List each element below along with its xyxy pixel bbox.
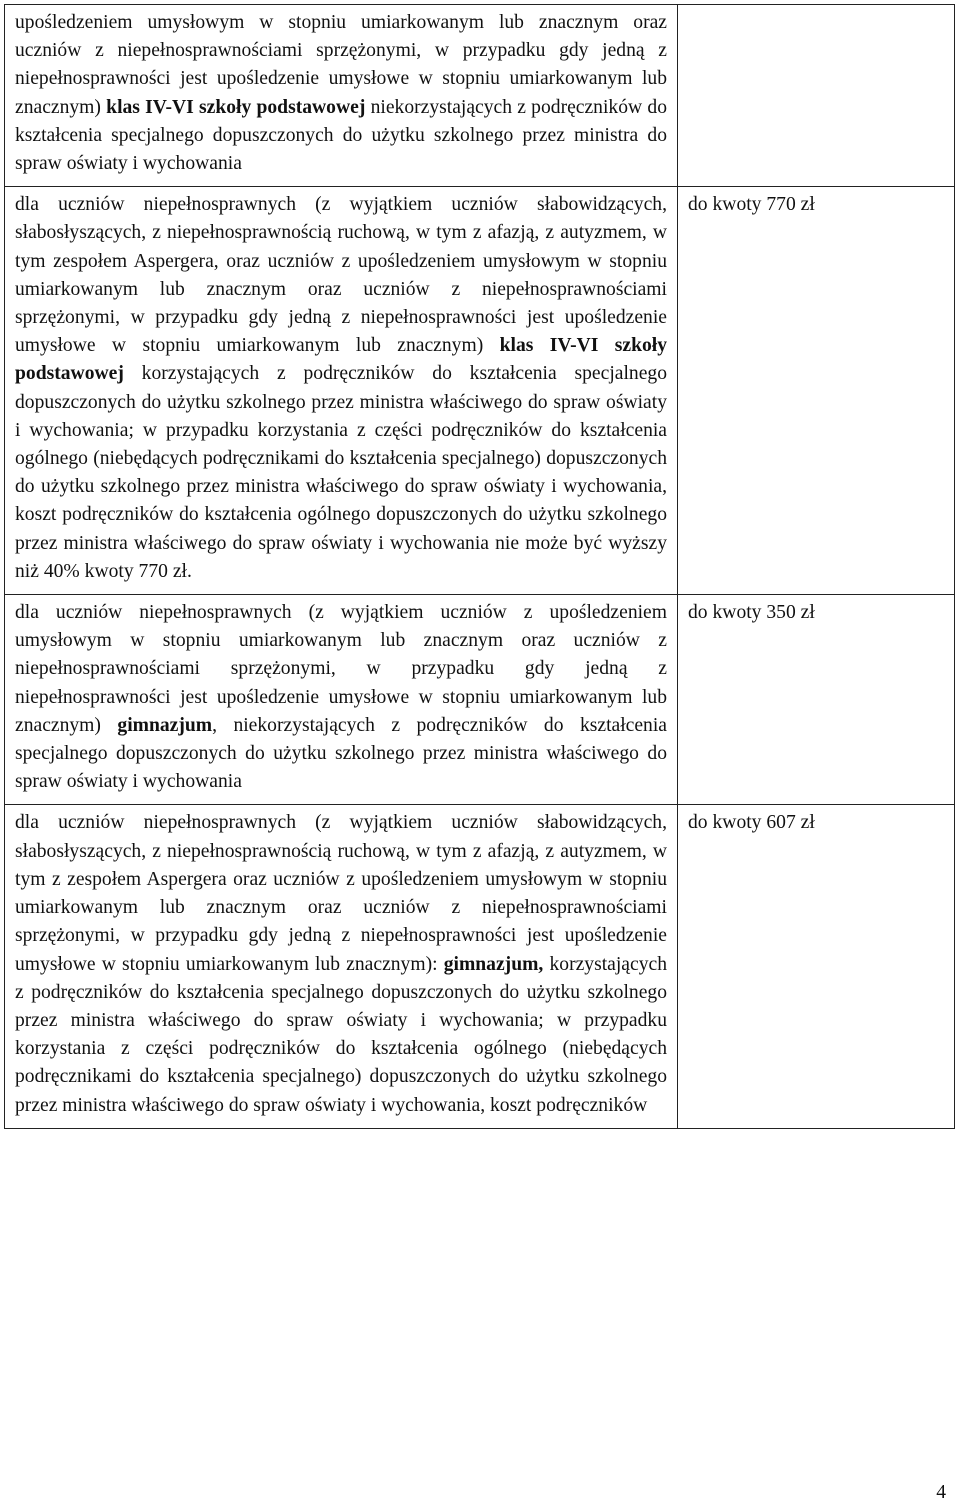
row-3-description: dla uczniów niepełnosprawnych (z wyjątkiem uczniów z upośledzeniem umysłowym w stopniu umiarkowanym lub znacznym oraz uczniów z niepełnosprawnościami sprzężonymi, w przypadku gdy jedną z niepełnosprawności jest upośledzenie umysłowe w stopniu umiarkowanym lub znacznym) gimnazjum, niekorzystających z podręczników do kształcenia specjalnego dopuszczonych do użytku szkolnego przez ministra właściwego do spraw oświaty i wychowania [5, 595, 678, 805]
row-1-amount [678, 5, 955, 187]
row-3-amount: do kwoty 350 zł [678, 595, 955, 805]
page-number: 4 [936, 1482, 946, 1503]
row-4-description: dla uczniów niepełnosprawnych (z wyjątkiem uczniów słabowidzących, słabosłyszących, z niepełnosprawnością ruchową, w tym z afazją, z autyzmem, w tym z zespołem Aspergera oraz uczniów z upośledzeniem umysłowym w stopniu umiarkowanym lub znacznym oraz uczniów z niepełnosprawnościami sprzężonymi, w przypadku gdy jedną z niepełnosprawności jest upośledzenie umysłowe w stopniu umiarkowanym lub znacznym): gimnazjum, korzystających z podręczników do kształcenia specjalnego dopuszczonych do użytku szkolnego przez ministra właściwego do spraw oświaty i wychowania; w przypadku korzystania z części podręczników do kształcenia ogólnego (niebędących podręcznikami do kształcenia specjalnego) dopuszczonych do użytku szkolnego przez ministra właściwego do spraw oświaty i wychowania, koszt podręczników [5, 805, 678, 1128]
row-2-amount: do kwoty 770 zł [678, 187, 955, 595]
table-row [5, 5, 955, 187]
allowance-table [4, 4, 955, 1129]
table-row [5, 187, 955, 595]
table-row [5, 805, 955, 1128]
row-1-description: upośledzeniem umysłowym w stopniu umiarkowanym lub znacznym oraz uczniów z niepełnosprawnościami sprzężonymi, w przypadku gdy jedną z niepełnosprawności jest upośledzenie umysłowe w stopniu umiarkowanym lub znacznym) klas IV-VI szkoły podstawowej niekorzystających z podręczników do kształcenia specjalnego dopuszczonych do użytku szkolnego przez ministra do spraw oświaty i wychowania [5, 5, 678, 187]
row-2-description: dla uczniów niepełnosprawnych (z wyjątkiem uczniów słabowidzących, słabosłyszących, z niepełnosprawnością ruchową, w tym z afazją, z autyzmem, w tym zespołem Aspergera, oraz uczniów z upośledzeniem umysłowym w stopniu umiarkowanym lub znacznym oraz uczniów z niepełnosprawnościami sprzężonymi, w przypadku gdy jedną z niepełnosprawności jest upośledzenie umysłowe w stopniu umiarkowanym lub znacznym) klas IV-VI szkoły podstawowej korzystających z podręczników do kształcenia specjalnego dopuszczonych do użytku szkolnego przez ministra właściwego do spraw oświaty i wychowania; w przypadku korzystania z części podręczników do kształcenia ogólnego (niebędących podręcznikami do kształcenia specjalnego) dopuszczonych do użytku szkolnego przez ministra właściwego do spraw oświaty i wychowania, koszt podręczników do kształcenia ogólnego dopuszczonych do użytku szkolnego przez ministra właściwego do spraw oświaty i wychowania nie może być wyższy niż 40% kwoty 770 zł. [5, 187, 678, 595]
row-4-amount: do kwoty 607 zł [678, 805, 955, 1128]
table-row [5, 595, 955, 805]
